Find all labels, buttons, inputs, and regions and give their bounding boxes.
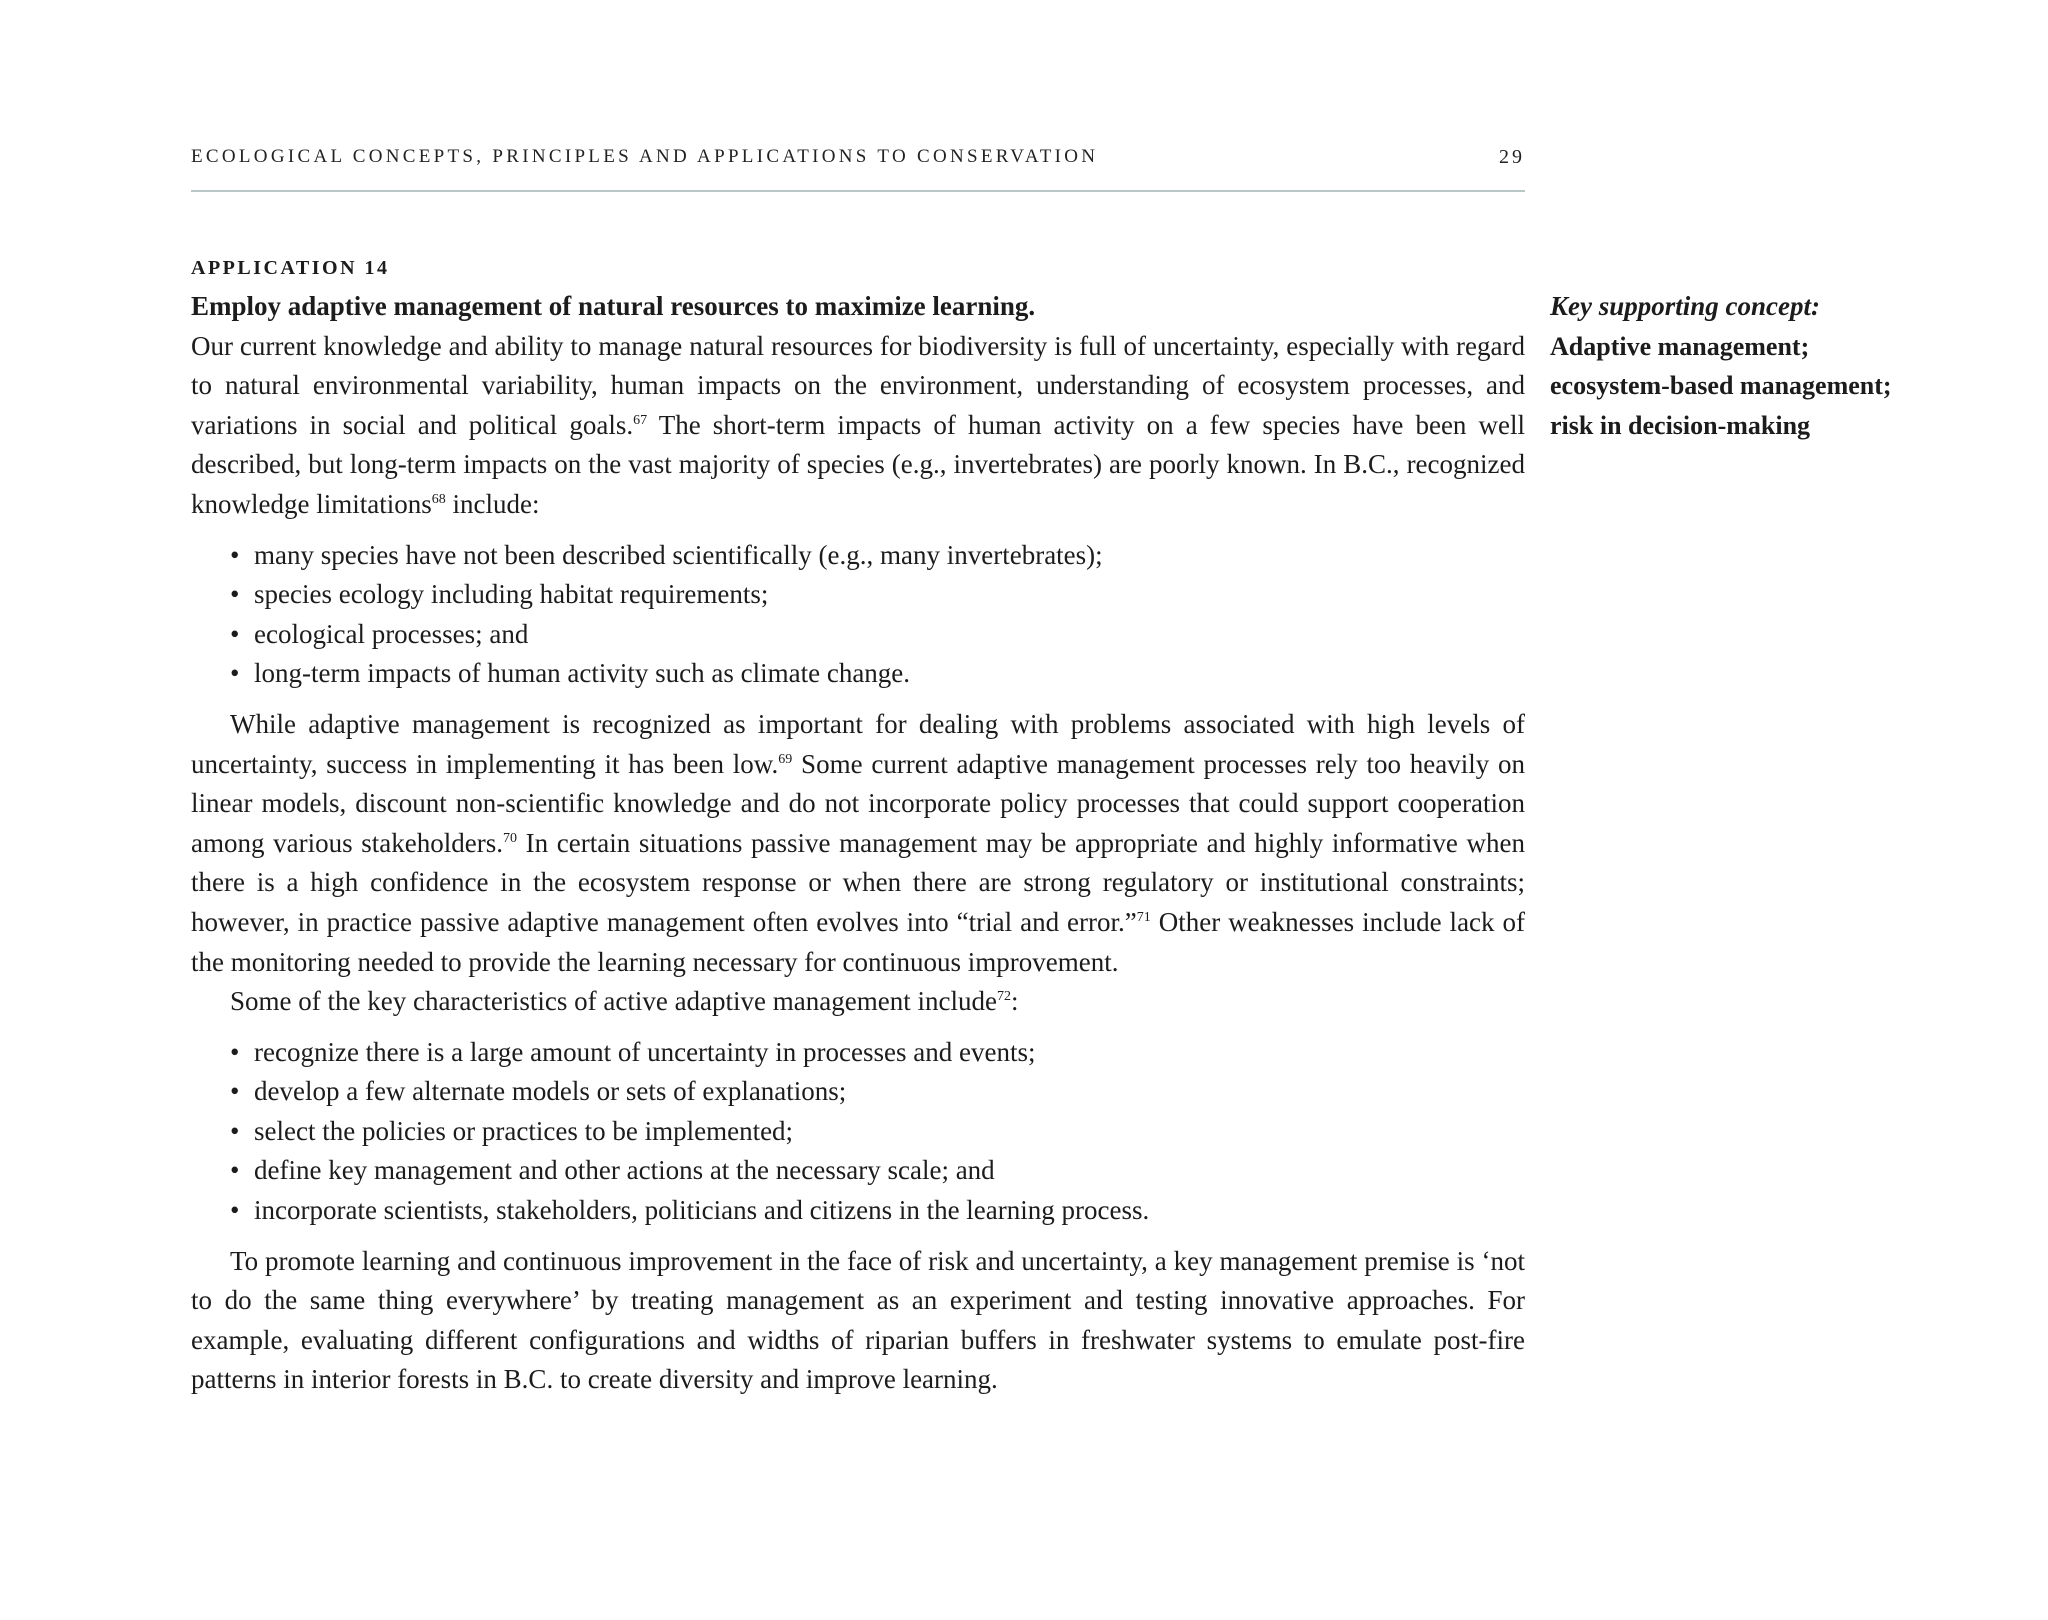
- running-title: ECOLOGICAL CONCEPTS, PRINCIPLES AND APPLICATIONS TO CONSERVATION: [191, 146, 1099, 167]
- list-item: [230, 1191, 1525, 1231]
- paragraph-1: [191, 327, 1525, 525]
- running-head: [191, 146, 1525, 192]
- list-item: [230, 1112, 1525, 1152]
- bullet-icon: •: [230, 1155, 240, 1186]
- bullet-icon: •: [230, 539, 240, 570]
- bullet-icon: •: [230, 579, 240, 610]
- sidebar-concept-line: risk in decision-making: [1550, 410, 1811, 440]
- list-item: [230, 654, 1525, 694]
- paragraph-1-text-b: The short-term impacts of human activity on a few species have been well described, but long-term impacts on the vast majority of species (e.g., invertebrates) are poorly known. In B.C., recognized knowledge limitations: [191, 409, 1526, 519]
- footnote-ref-72[interactable]: 72: [996, 989, 1011, 1005]
- paragraph-1-text-c: include:: [445, 488, 540, 519]
- bullet-icon: •: [230, 658, 240, 689]
- list-item: [230, 615, 1525, 655]
- bullet-icon: •: [230, 1195, 240, 1226]
- list-item-text: long-term impacts of human activity such as climate change.: [254, 658, 911, 689]
- list-item-text: develop a few alternate models or sets of explanations;: [254, 1076, 847, 1107]
- list-item: [230, 1151, 1525, 1191]
- paragraph-2-text-a: While adaptive management is recognized as important for dealing with problems associated with high levels of uncertainty, success in implementing it has been low.: [191, 708, 1525, 779]
- footnote-ref-69[interactable]: 69: [778, 751, 793, 767]
- paragraph-3-text-b: :: [1010, 986, 1019, 1017]
- footnote-ref-71[interactable]: 71: [1136, 909, 1151, 925]
- paragraph-3: [191, 982, 1525, 1022]
- list-item-text: many species have not been described scientifically (e.g., many invertebrates);: [254, 539, 1103, 570]
- list-item: [230, 1072, 1525, 1112]
- bullet-icon: •: [230, 618, 240, 649]
- paragraph-2-text-d: Other weaknesses include lack of the monitoring needed to provide the learning necessary for continuous improvement.: [191, 906, 1525, 977]
- knowledge-limitations-list: [191, 536, 1525, 694]
- list-item-text: recognize there is a large amount of uncertainty in processes and events;: [254, 1036, 1036, 1067]
- paragraph-3-text-a: Some of the key characteristics of active adaptive management include: [230, 986, 997, 1017]
- footnote-ref-70[interactable]: 70: [502, 830, 517, 846]
- list-item-text: ecological processes; and: [254, 618, 529, 649]
- footnote-ref-68[interactable]: 68: [431, 491, 446, 507]
- list-item-text: incorporate scientists, stakeholders, politicians and citizens in the learning process.: [254, 1195, 1150, 1226]
- paragraph-2: [191, 705, 1525, 982]
- footnote-ref-67[interactable]: 67: [633, 412, 648, 428]
- page-number: 29: [1499, 146, 1525, 168]
- adaptive-management-characteristics-list: [191, 1033, 1525, 1231]
- bullet-icon: •: [230, 1036, 240, 1067]
- paragraph-2-text-c: In certain situations passive management may be appropriate and highly informative when there is a high confidence in the ecosystem response or when there are strong regulatory or institutional constraints; however, in practice passive adaptive management often evolves into “trial and error.”: [191, 827, 1525, 937]
- application-label: APPLICATION 14: [191, 257, 390, 279]
- bullet-icon: •: [230, 1076, 240, 1107]
- sidebar-heading: Key supporting concept:: [1550, 291, 1820, 321]
- application-heading: Employ adaptive management of natural resources to maximize learning.: [191, 291, 1036, 321]
- list-item-text: define key management and other actions at the necessary scale; and: [254, 1155, 995, 1186]
- sidebar-concept-line: Adaptive management;: [1550, 331, 1810, 361]
- list-item: [230, 1033, 1525, 1073]
- list-item: [230, 575, 1525, 615]
- main-column: [191, 254, 1525, 1400]
- paragraph-2-text-b: Some current adaptive management processes rely too heavily on linear models, discount non-scientific knowledge and do not incorporate policy processes that could support cooperation among various stakeholders.: [191, 748, 1526, 858]
- paragraph-4: To promote learning and continuous improvement in the face of risk and uncertainty, a key management premise is ‘not to do the same thing everywhere’ by treating management as an experiment and testing innovative approaches. For example, evaluating different configurations and widths of riparian buffers in freshwater systems to emulate post-fire patterns in interior forests in B.C. to create diversity and improve learning.: [191, 1245, 1525, 1395]
- paragraph-1-text-a: Our current knowledge and ability to manage natural resources for biodiversity is full of uncertainty, especially with regard to natural environmental variability, human impacts on the environment, understanding of ecosystem processes, and variations in social and political goals.: [191, 330, 1525, 440]
- bullet-icon: •: [230, 1115, 240, 1146]
- list-item-text: species ecology including habitat requirements;: [254, 579, 769, 610]
- list-item: [230, 536, 1525, 576]
- list-item-text: select the policies or practices to be implemented;: [254, 1115, 794, 1146]
- key-concept-sidebar: [1550, 287, 2020, 445]
- sidebar-concept-line: ecosystem-based management;: [1550, 371, 1892, 401]
